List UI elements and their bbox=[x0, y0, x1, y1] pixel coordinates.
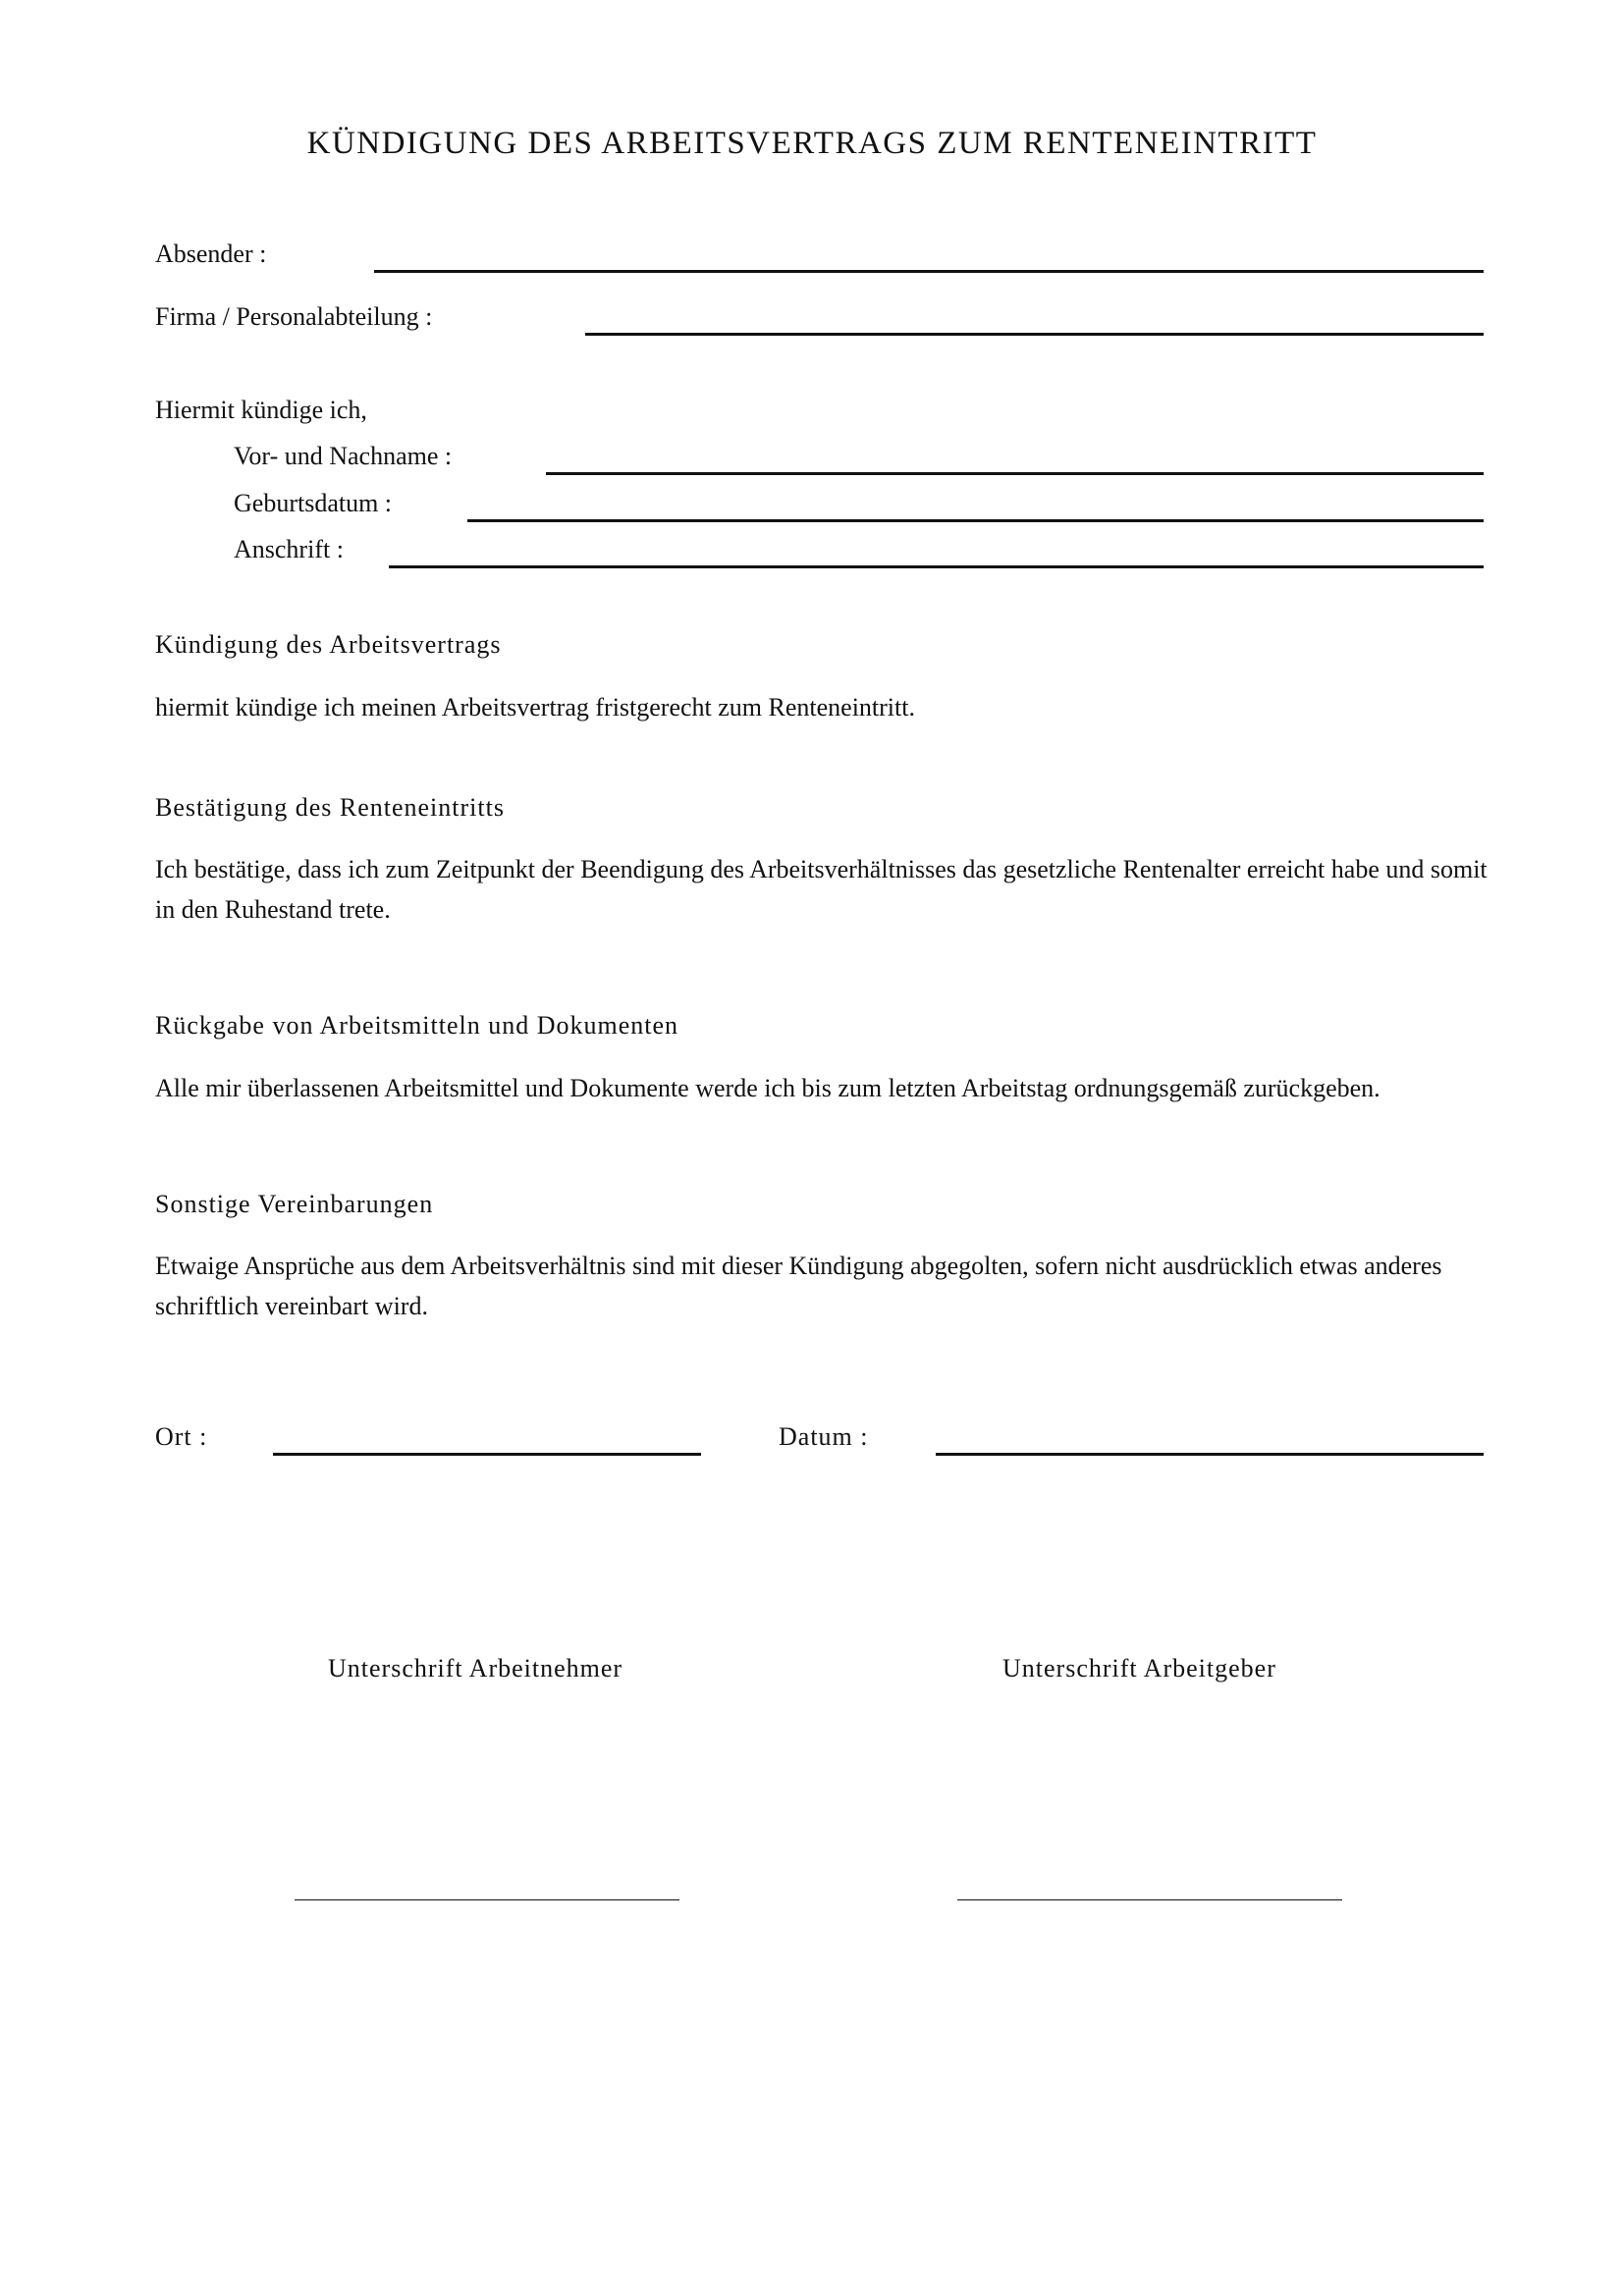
signature-employer-line[interactable] bbox=[957, 1899, 1342, 1900]
sender-label: Absender : bbox=[155, 240, 267, 268]
company-field[interactable] bbox=[585, 333, 1484, 336]
signature-employee-line[interactable] bbox=[295, 1899, 679, 1900]
address-field[interactable] bbox=[389, 565, 1484, 568]
section-text-other: Etwaige Ansprüche aus dem Arbeitsverhältnis sind mit dieser Kündigung abgegolten, sofern nicht ausdrücklich etwas anderes schriftlich vereinbart wird. bbox=[155, 1252, 1442, 1320]
document-title: KÜNDIGUNG DES ARBEITSVERTRAGS ZUM RENTENEINTRITT bbox=[306, 126, 1318, 161]
section-heading-retirement: Bestätigung des Renteneintritts bbox=[155, 793, 505, 822]
intro-text: Hiermit kündige ich, bbox=[155, 396, 367, 424]
name-label: Vor- und Nachname : bbox=[234, 442, 453, 470]
section-heading-other: Sonstige Vereinbarungen bbox=[155, 1190, 434, 1218]
section-text-return: Alle mir überlassenen Arbeitsmittel und Dokumente werde ich bis zum letzten Arbeitstag ordnungsgemäß zurückgeben. bbox=[155, 1074, 1380, 1102]
section-heading-termination: Kündigung des Arbeitsvertrags bbox=[155, 630, 502, 659]
birthdate-field[interactable] bbox=[467, 519, 1484, 522]
sender-field[interactable] bbox=[374, 270, 1484, 273]
section-text-termination: hiermit kündige ich meinen Arbeitsvertrag fristgerecht zum Renteneintritt. bbox=[155, 693, 915, 721]
address-label: Anschrift : bbox=[234, 535, 344, 563]
company-label: Firma / Personalabteilung : bbox=[155, 302, 433, 331]
birthdate-label: Geburtsdatum : bbox=[234, 489, 393, 517]
section-text-retirement: Ich bestätige, dass ich zum Zeitpunkt der Beendigung des Arbeitsverhältnisses das gesetzliche Rentenalter erreicht habe und somit in den Ruhestand trete. bbox=[155, 855, 1488, 924]
name-field[interactable] bbox=[546, 472, 1484, 475]
signature-employer-label: Unterschrift Arbeitgeber bbox=[1002, 1654, 1276, 1682]
place-field[interactable] bbox=[273, 1453, 701, 1456]
date-field[interactable] bbox=[936, 1453, 1484, 1456]
date-label: Datum : bbox=[779, 1422, 869, 1451]
section-heading-return: Rückgabe von Arbeitsmitteln und Dokumenten bbox=[155, 1011, 679, 1040]
signature-employee-label: Unterschrift Arbeitnehmer bbox=[328, 1654, 623, 1682]
place-label: Ort : bbox=[155, 1422, 208, 1451]
